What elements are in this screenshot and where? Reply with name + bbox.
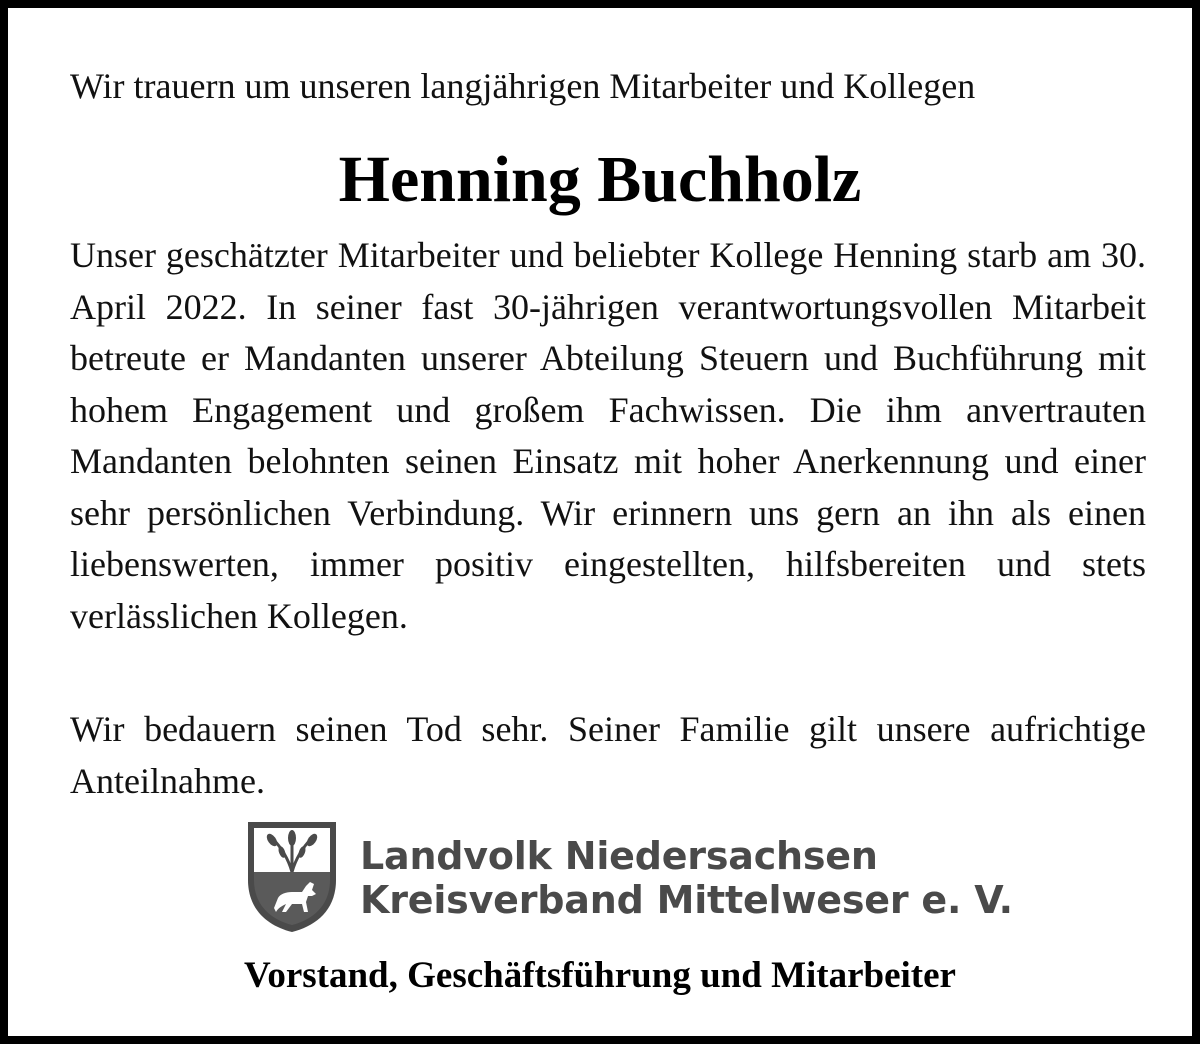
organization-branch-line: Kreisverband Mittelweser e. V. — [360, 878, 1013, 922]
signature-line: Vorstand, Geschäftsführung und Mitarbeiter — [244, 955, 956, 996]
organization-name-line: Landvolk Niedersachsen — [360, 834, 878, 878]
crest-horse-wheat-icon — [242, 816, 342, 936]
intro-line: Wir trauern um unseren langjährigen Mitarbeiter und Kollegen — [70, 66, 976, 106]
tribute-paragraph: Unser geschätzter Mitarbeiter und beliebter Kollege Henning starb am 30. April 2022. In seiner fast 30-jährigen verantwortungsvollen Mitarbeit betreute er Mandanten unserer Abteilung Steuern und Buchführung mit hohem Engagement und großem Fachwissen. Die ihm anvertrauten Mandanten belohnten seinen Einsatz mit hoher Anerkennung und einer sehr persönlichen Verbindung. Wir erinnern uns gern an ihn als einen liebenswerten, immer positiv eingestellten, hilfsbereiten und stets verlässlichen Kollegen. — [70, 235, 1146, 636]
deceased-name: Henning Buchholz — [338, 143, 862, 216]
organization-name — [360, 834, 1013, 922]
condolence-paragraph: Wir bedauern seinen Tod sehr. Seiner Familie gilt unsere aufrichtige Anteilnahme. — [70, 709, 1146, 801]
organization-logo — [242, 816, 1013, 936]
